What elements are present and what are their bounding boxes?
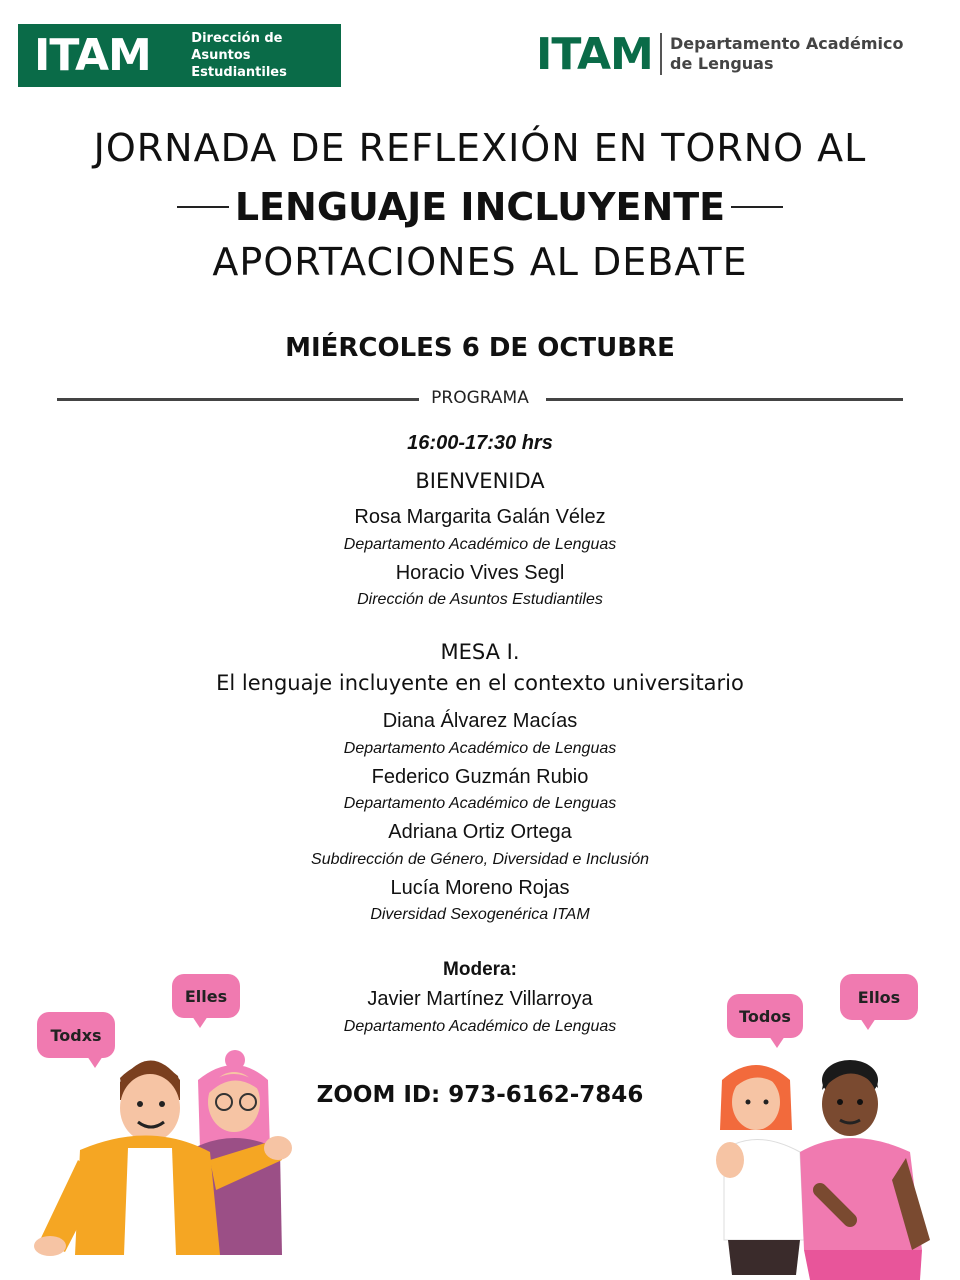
program-label: PROGRAMA [431,388,529,408]
dae-logo-line2: Estudiantiles [191,65,287,80]
zoom-id: ZOOM ID: 973-6162-7846 [316,1082,644,1108]
man-figure [800,1060,930,1280]
event-time: 16:00-17:30 hrs [407,432,553,454]
moderator-name: Javier Martínez Villarroya [367,988,593,1010]
speaker-name: Horacio Vives Segl [395,562,565,584]
speaker-affiliation: Departamento Académico de Lenguas [343,536,617,553]
speaker-name: Diana Álvarez Macías [382,710,578,732]
title-line-3: APORTACIONES AL DEBATE [212,240,748,284]
speaker-name: Adriana Ortiz Ortega [388,821,572,843]
panel-subtitle: El lenguaje incluyente en el contexto universitario [216,671,744,695]
left-people-illustration [20,1040,300,1280]
moderator-affiliation: Departamento Académico de Lenguas [343,1018,617,1035]
speaker-name: Lucía Moreno Rojas [390,877,570,899]
title-line-1: JORNADA DE REFLEXIÓN EN TORNO AL [93,126,867,170]
bubble-text: Ellos [857,987,901,1007]
welcome-heading: BIENVENIDA [415,469,545,493]
speaker-affiliation: Dirección de Asuntos Estudiantiles [357,591,603,608]
speaker-affiliation: Diversidad Sexogenérica ITAM [370,906,590,923]
logo-divider [660,33,662,75]
itam-logo-mark: ITAM [34,30,151,81]
dal-logo-line2: de Lenguas [670,54,774,73]
dae-logo-line1: Dirección de Asuntos [191,31,283,63]
dal-logo-text [670,34,903,74]
speaker-affiliation: Departamento Académico de Lenguas [343,740,617,757]
bubble-text: Todxs [50,1025,102,1045]
right-people-illustration [700,1040,940,1280]
bubble-text: Todos [739,1006,791,1026]
dal-logo-line1: Departamento Académico [670,34,904,53]
speaker-affiliation: Subdirección de Género, Diversidad e Inclusión [311,851,649,868]
dae-logo [18,24,341,87]
bubble-text: Elles [184,986,228,1006]
panel-heading: MESA I. [440,640,520,664]
woman-figure [716,1065,804,1275]
speaker-affiliation: Departamento Académico de Lenguas [343,795,617,812]
itam-logo-mark-right: ITAM [536,28,653,80]
title-dash-right [731,206,783,208]
divider-right [546,398,903,401]
title-line-2-row [0,183,960,231]
speech-bubble-todos [727,994,803,1038]
speaker-name: Rosa Margarita Galán Vélez [354,506,606,528]
speech-bubble-ellos [840,974,918,1020]
moderator-label: Modera: [443,959,517,980]
title-line-2: LENGUAJE INCLUYENTE [234,185,726,229]
event-date: MIÉRCOLES 6 DE OCTUBRE [285,333,675,363]
dae-logo-text [191,30,341,81]
dal-logo [536,30,936,78]
speech-bubble-elles [172,974,240,1018]
speaker-name: Federico Guzmán Rubio [371,766,589,788]
title-dash-left [177,206,229,208]
